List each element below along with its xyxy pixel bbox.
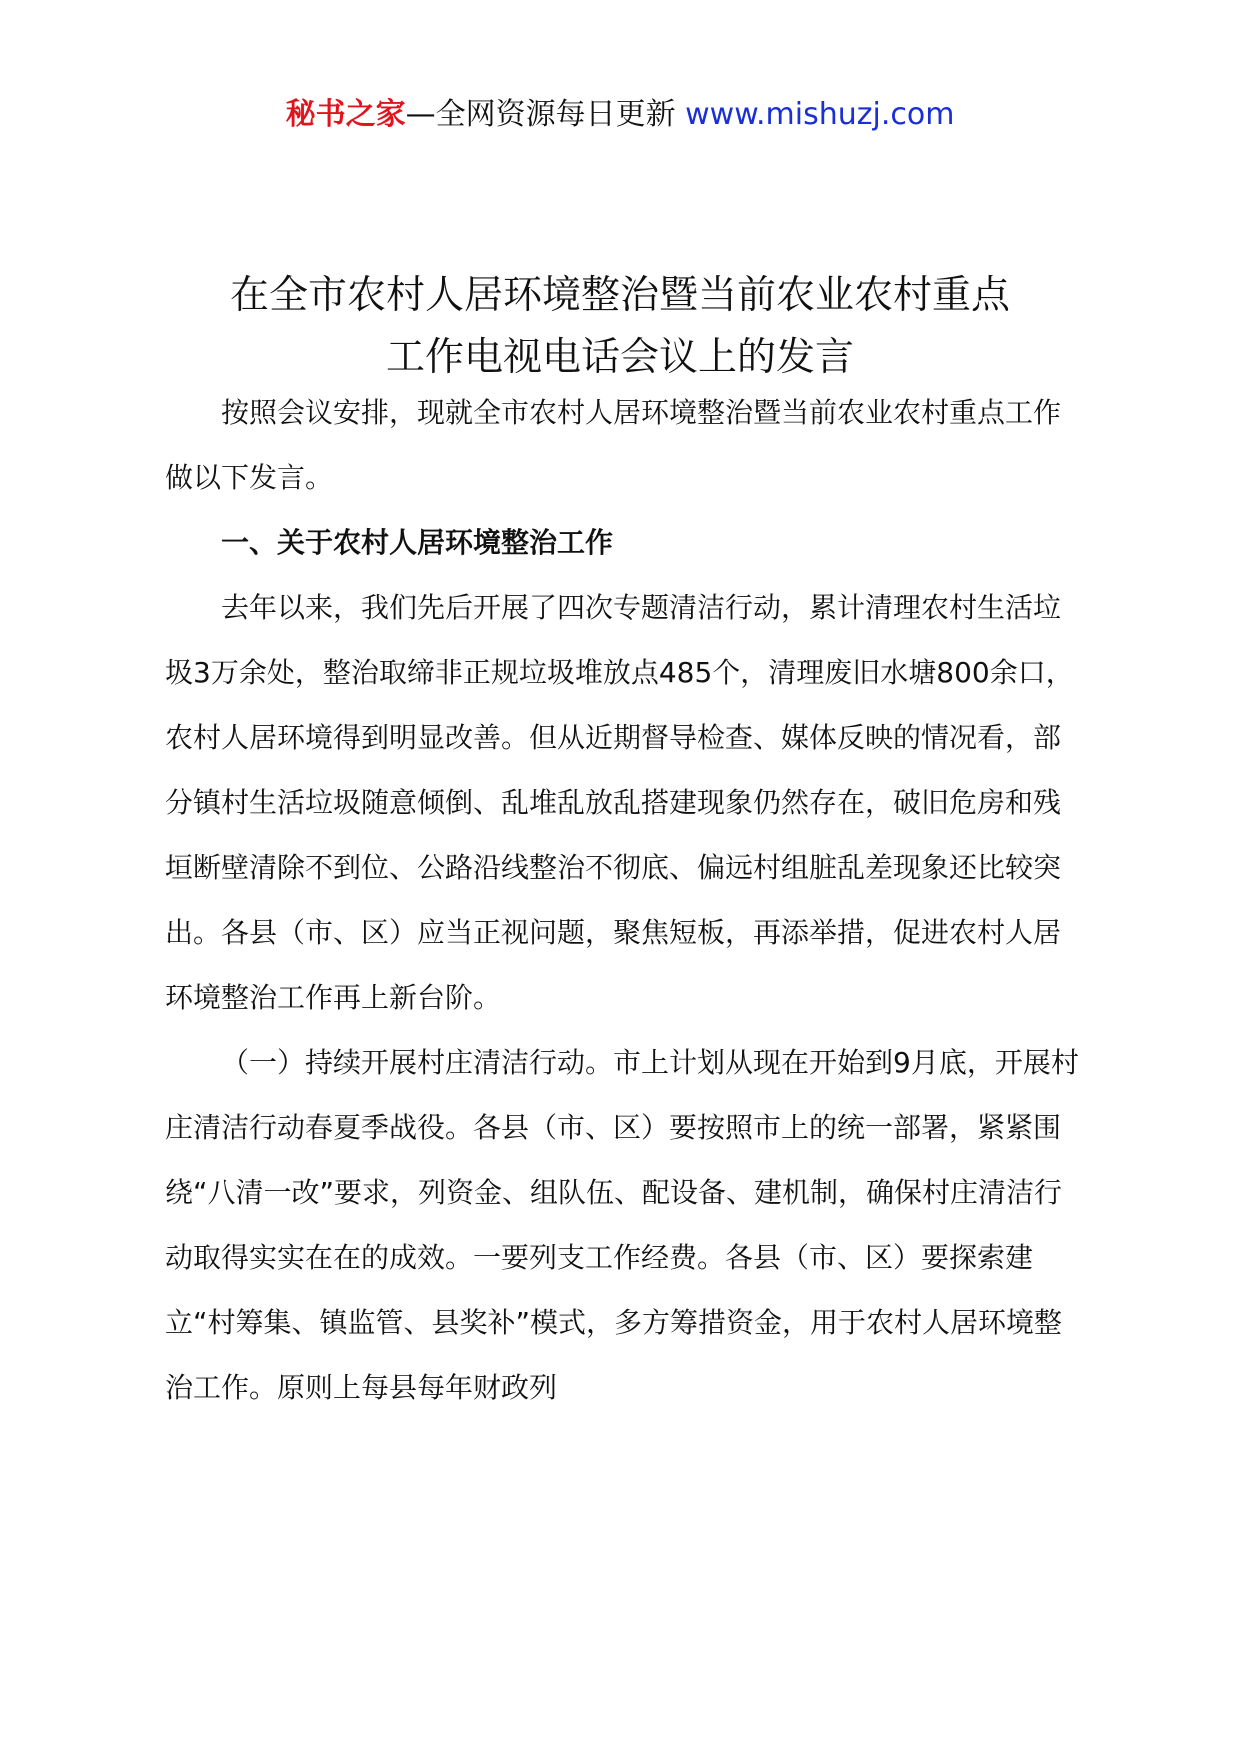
body-paragraph: （一）持续开展村庄清洁行动。市上计划从现在开始到9月底，开展村庄清洁行动春夏季战役。各县（市、区）要按照市上的统一部署，紧紧围绕“八清一改”要求，列资金、组队伍、配设备、建机制，确保村庄清洁行动取得实实在在的成效。一要列支工作经费。各县（市、区）要探索建立“村筹集、镇监管、县奖补”模式，多方筹措资金，用于农村人居环境整治工作。原则上每县每年财政列 — [165, 1046, 1079, 1404]
document-title — [150, 265, 1090, 389]
site-url-link[interactable]: www.mishuzj.com — [685, 97, 955, 132]
intro-paragraph: 按照会议安排，现就全市农村人居环境整治暨当前农业农村重点工作做以下发言。 — [165, 396, 1062, 494]
body-paragraph: 去年以来，我们先后开展了四次专题清洁行动，累计清理农村生活垃圾3万余处，整治取缔非正规垃圾堆放点485个，清理废旧水塘800余口，农村人居环境得到明显改善。但从近期督导检查、媒体反映的情况看，部分镇村生活垃圾随意倾倒、乱堆乱放乱搭建现象仍然存在，破旧危房和残垣断壁清除不到位、公路沿线整治不彻底、偏远村组脏乱差现象还比较突出。各县（市、区）应当正视问题，聚焦短板，再添举措，促进农村人居环境整治工作再上新台阶。 — [165, 591, 1074, 1014]
header-slogan: —全网资源每日更新 — [405, 97, 676, 132]
title-line-2: 工作电视电话会议上的发言 — [385, 335, 854, 380]
section-heading: 一、关于农村人居环境整治工作 — [221, 526, 614, 559]
document-body — [165, 380, 1085, 1420]
brand-name: 秘书之家 — [285, 97, 406, 132]
site-header — [0, 95, 1240, 135]
title-line-1: 在全市农村人居环境整治暨当前农业农村重点 — [229, 273, 1010, 318]
